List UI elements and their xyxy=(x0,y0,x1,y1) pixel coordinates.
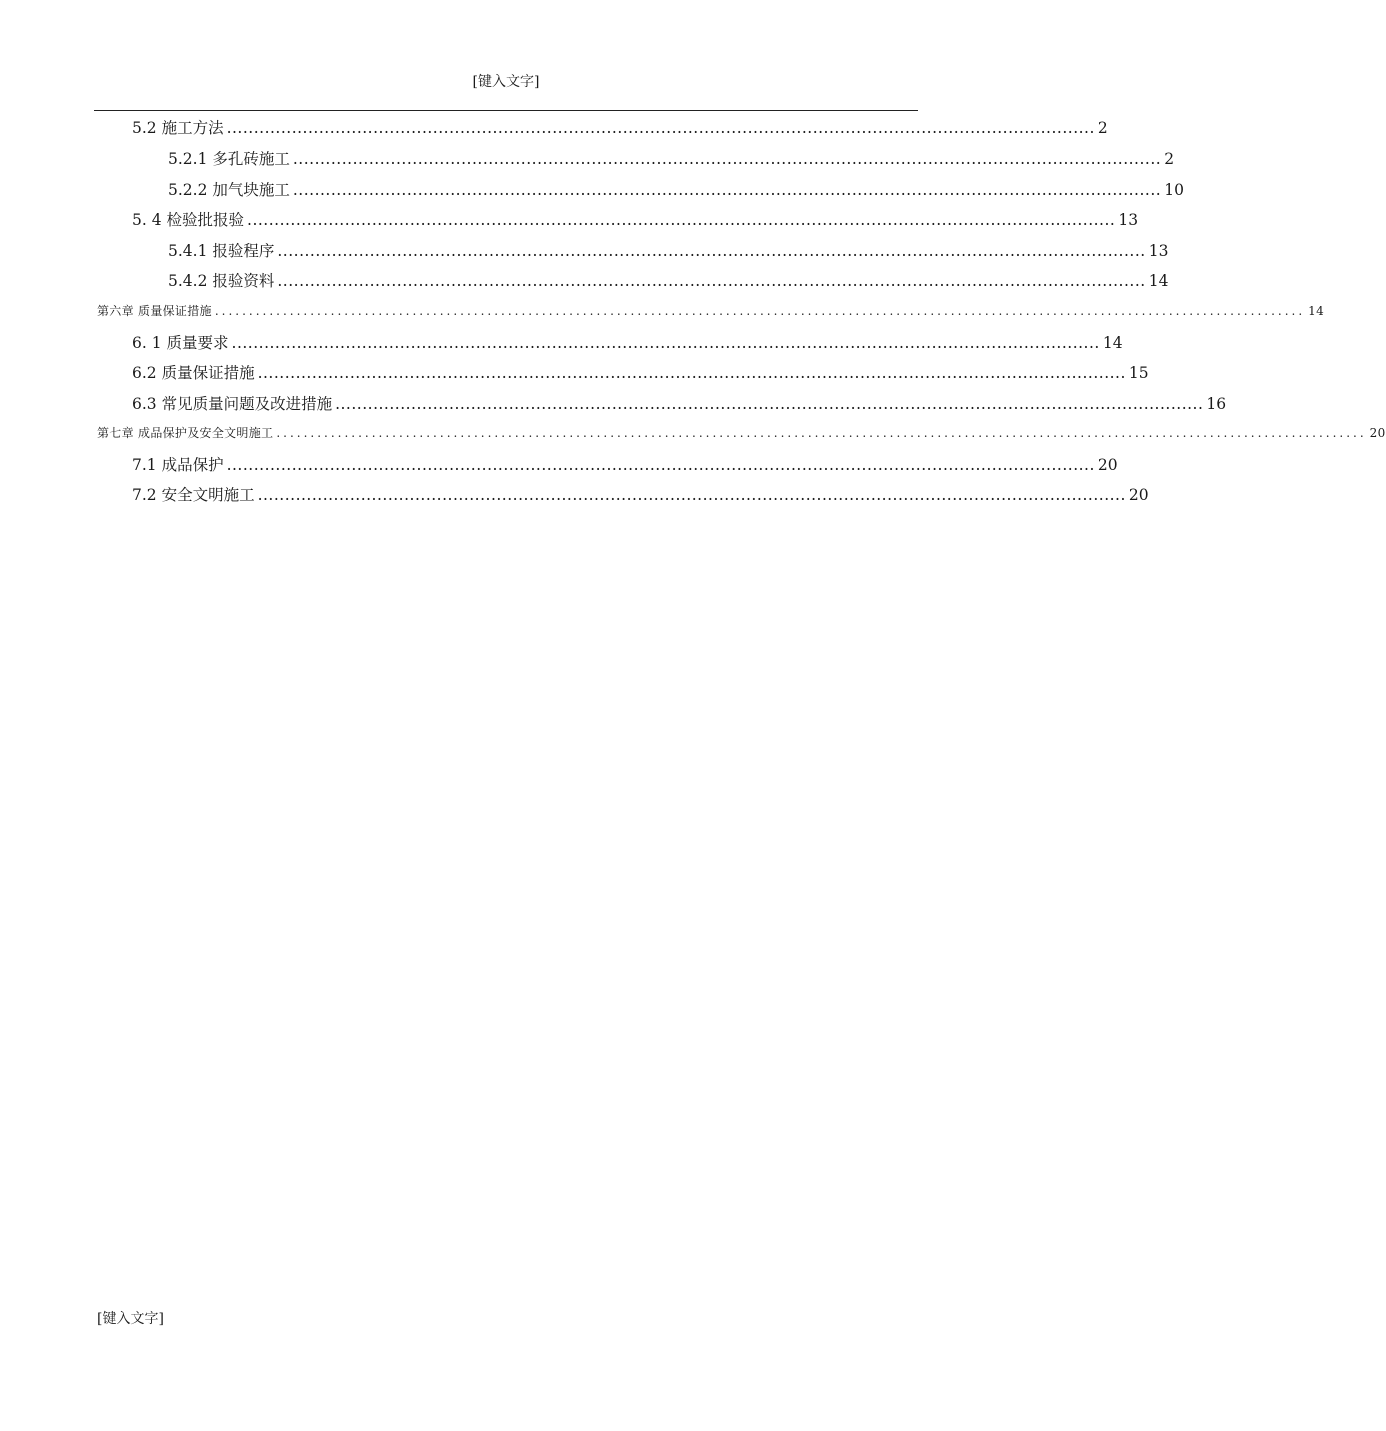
toc-entry-6-3[interactable] xyxy=(0,392,1227,414)
toc-entry-label: 5.4.1 报验程序 xyxy=(168,242,275,260)
toc-dot-leader: ................................................................................................................................................................ xyxy=(276,426,1367,440)
toc-dot-leader: ................................................................................................................................................................ xyxy=(335,395,1204,413)
toc-dot-leader: ................................................................................................................................................................ xyxy=(277,272,1146,290)
toc-page-number: 14 xyxy=(1148,272,1169,290)
toc-dot-leader: ................................................................................................................................................................ xyxy=(292,150,1162,168)
toc-page-number: 15 xyxy=(1128,364,1149,382)
toc-entry-label: 5.2.2 加气块施工 xyxy=(168,181,290,199)
toc-page-number: 2 xyxy=(1097,119,1108,137)
toc-entry-label: 5.2 施工方法 xyxy=(132,119,224,137)
toc-entry-label: 7.2 安全文明施工 xyxy=(132,486,255,504)
toc-page-number: 20 xyxy=(1097,456,1118,474)
toc-entry-label: 第六章 质量保证措施 xyxy=(97,304,212,318)
page-header: [键入文字] xyxy=(472,74,540,90)
toc-entry-5-4[interactable] xyxy=(0,208,1139,230)
toc-entry-label: 5.2.1 多孔砖施工 xyxy=(168,150,290,168)
toc-page-number: 16 xyxy=(1206,395,1227,413)
toc-entry-label: 7.1 成品保护 xyxy=(132,456,224,474)
toc-dot-leader: ................................................................................................................................................................ xyxy=(277,242,1146,260)
header-divider xyxy=(94,110,918,111)
toc-entry-label: 5.4.2 报验资料 xyxy=(168,272,275,290)
toc-entry-7-2[interactable] xyxy=(0,483,1149,505)
toc-page-number: 14 xyxy=(1308,304,1325,318)
toc-entry-label: 6.3 常见质量问题及改进措施 xyxy=(132,395,333,413)
toc-page-number: 10 xyxy=(1164,181,1184,199)
toc-dot-leader: ................................................................................................................................................................ xyxy=(226,119,1095,137)
toc-entry-label: 6. 1 质量要求 xyxy=(132,334,229,352)
toc-entry-6-1[interactable] xyxy=(0,331,1123,353)
toc-entry-5-4-2[interactable] xyxy=(0,269,1169,291)
toc-entry-5-4-1[interactable] xyxy=(0,239,1169,261)
toc-page-number: 13 xyxy=(1148,242,1169,260)
toc-page-number: 2 xyxy=(1164,150,1175,168)
toc-entry-5-2[interactable] xyxy=(0,116,1108,138)
toc-page-number: 20 xyxy=(1369,426,1386,440)
toc-page-number: 13 xyxy=(1118,211,1139,229)
toc-entry-label: 5. 4 检验批报验 xyxy=(132,211,245,229)
toc-page-number: 14 xyxy=(1102,334,1123,352)
toc-entry-chapter-7[interactable] xyxy=(0,424,1386,446)
toc-dot-leader: ................................................................................................................................................................ xyxy=(226,456,1095,474)
toc-page-number: 20 xyxy=(1128,486,1149,504)
toc-entry-label: 6.2 质量保证措施 xyxy=(132,364,255,382)
toc-dot-leader: ................................................................................................................................................................ xyxy=(257,364,1126,382)
toc-dot-leader: ................................................................................................................................................................ xyxy=(214,304,1306,318)
toc-entry-7-1[interactable] xyxy=(0,453,1118,475)
toc-dot-leader: ................................................................................................................................................................ xyxy=(257,486,1126,504)
toc-entry-5-2-1[interactable] xyxy=(0,147,1175,169)
toc-entry-chapter-6[interactable] xyxy=(0,302,1325,324)
toc-entry-label: 第七章 成品保护及安全文明施工 xyxy=(97,426,274,440)
toc-dot-leader: ................................................................................................................................................................ xyxy=(292,181,1162,199)
toc-dot-leader: ................................................................................................................................................................ xyxy=(247,211,1116,229)
page-footer: [键入文字] xyxy=(97,1311,164,1327)
toc-dot-leader: ................................................................................................................................................................ xyxy=(231,334,1100,352)
toc-entry-5-2-2[interactable] xyxy=(0,178,1184,200)
toc-entry-6-2[interactable] xyxy=(0,361,1149,383)
